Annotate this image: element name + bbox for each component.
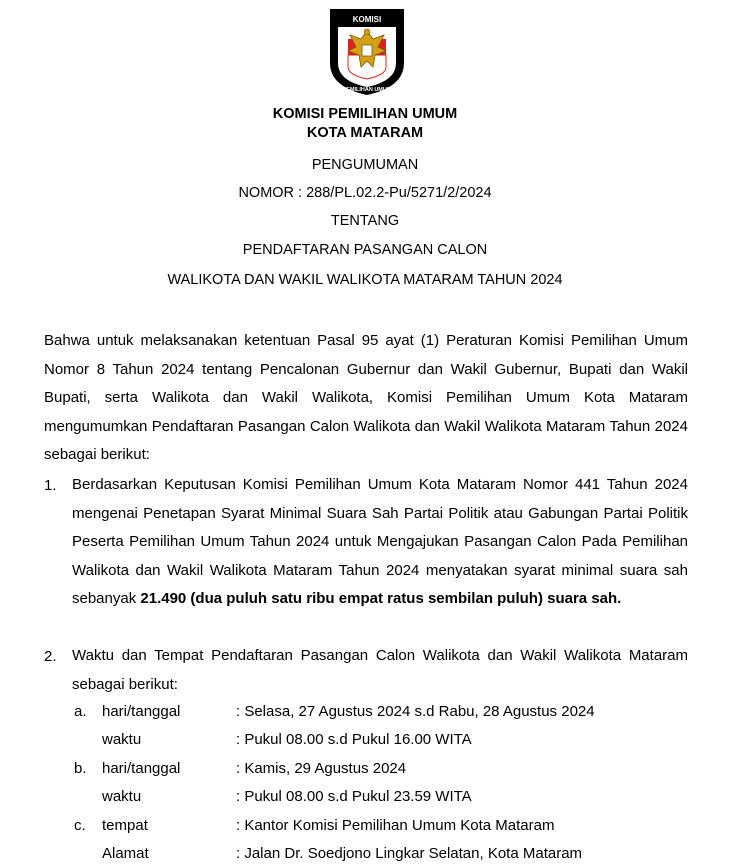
doc-subject-line2: WALIKOTA DAN WAKIL WALIKOTA MATARAM TAHUN 2024 bbox=[167, 272, 563, 288]
doc-subject-line1: PENDAFTARAN PASANGAN CALON bbox=[242, 242, 488, 258]
schedule-letter: a. bbox=[74, 703, 87, 720]
schedule-letter: c. bbox=[74, 817, 86, 834]
schedule-value: : Jalan Dr. Soedjono Lingkar Selatan, Kota Mataram bbox=[236, 845, 583, 862]
schedule-value: : Kamis, 29 Agustus 2024 bbox=[236, 760, 407, 777]
item-number: 1. bbox=[44, 477, 57, 494]
item-text: Berdasarkan Keputusan Komisi Pemilihan Umum Kota Mataram Nomor 441 Tahun 2024 mengenai Penetapan Syarat Minimal Suara Sah Partai Politik atau Gabungan Partai Politik Peserta Pemilihan Umum Tahun 2024 untuk Mengajukan Pasangan Calon Pada Pemilihan Walikota dan Wakil Walikota Mataram Tahun 2024 menyatakan syarat minimal suara sah sebanyak bbox=[72, 476, 688, 608]
item-text: Waktu dan Tempat Pendaftaran Pasangan Calon Walikota dan Wakil Walikota Mataram sebagai berikut: bbox=[72, 647, 688, 693]
schedule-letter: b. bbox=[74, 760, 87, 777]
doc-type: PENGUMUMAN bbox=[311, 157, 419, 173]
org-city: KOTA MATARAM bbox=[306, 125, 424, 141]
schedule-label: tempat bbox=[102, 817, 148, 834]
doc-about: TENTANG bbox=[330, 213, 400, 229]
schedule-label: hari/tanggal bbox=[102, 703, 181, 720]
list-item bbox=[72, 471, 688, 614]
schedule-value: : Kantor Komisi Pemilihan Umum Kota Mataram bbox=[236, 817, 555, 834]
schedule-value: : Selasa, 27 Agustus 2024 s.d Rabu, 28 Agustus 2024 bbox=[236, 703, 595, 720]
logo-top-text: KOMISI bbox=[352, 15, 382, 24]
schedule-value: : Pukul 08.00 s.d Pukul 23.59 WITA bbox=[236, 788, 472, 805]
schedule-value: : Pukul 08.00 s.d Pukul 16.00 WITA bbox=[236, 731, 472, 748]
doc-number: NOMOR : 288/PL.02.2-Pu/5271/2/2024 bbox=[238, 185, 492, 201]
schedule-label: Alamat bbox=[102, 845, 149, 862]
logo-bottom-text: PEMILIHAN UMUM bbox=[342, 87, 392, 93]
schedule-label: waktu bbox=[102, 788, 142, 805]
schedule-label: hari/tanggal bbox=[102, 760, 181, 777]
item-bold-text: 21.490 (dua puluh satu ribu empat ratus sembilan puluh) suara sah. bbox=[140, 590, 622, 608]
intro-paragraph: Bahwa untuk melaksanakan ketentuan Pasal 95 ayat (1) Peraturan Komisi Pemilihan Umum Nomor 8 Tahun 2024 tentang Pencalonan Gubernur dan Wakil Gubernur, Bupati dan Wakil Bupati, serta Walikota dan Wakil Walikota, Komisi Pemilihan Umum Kota Mataram mengumumkan Pendaftaran Pasangan Calon Walikota dan Wakil Walikota Mataram Tahun 2024 sebagai berikut: bbox=[44, 332, 688, 464]
item-number: 2. bbox=[44, 648, 57, 665]
org-name: KOMISI PEMILIHAN UMUM bbox=[272, 106, 458, 122]
kpu-logo bbox=[326, 5, 408, 97]
schedule-label: waktu bbox=[102, 731, 142, 748]
list-item bbox=[72, 642, 688, 699]
